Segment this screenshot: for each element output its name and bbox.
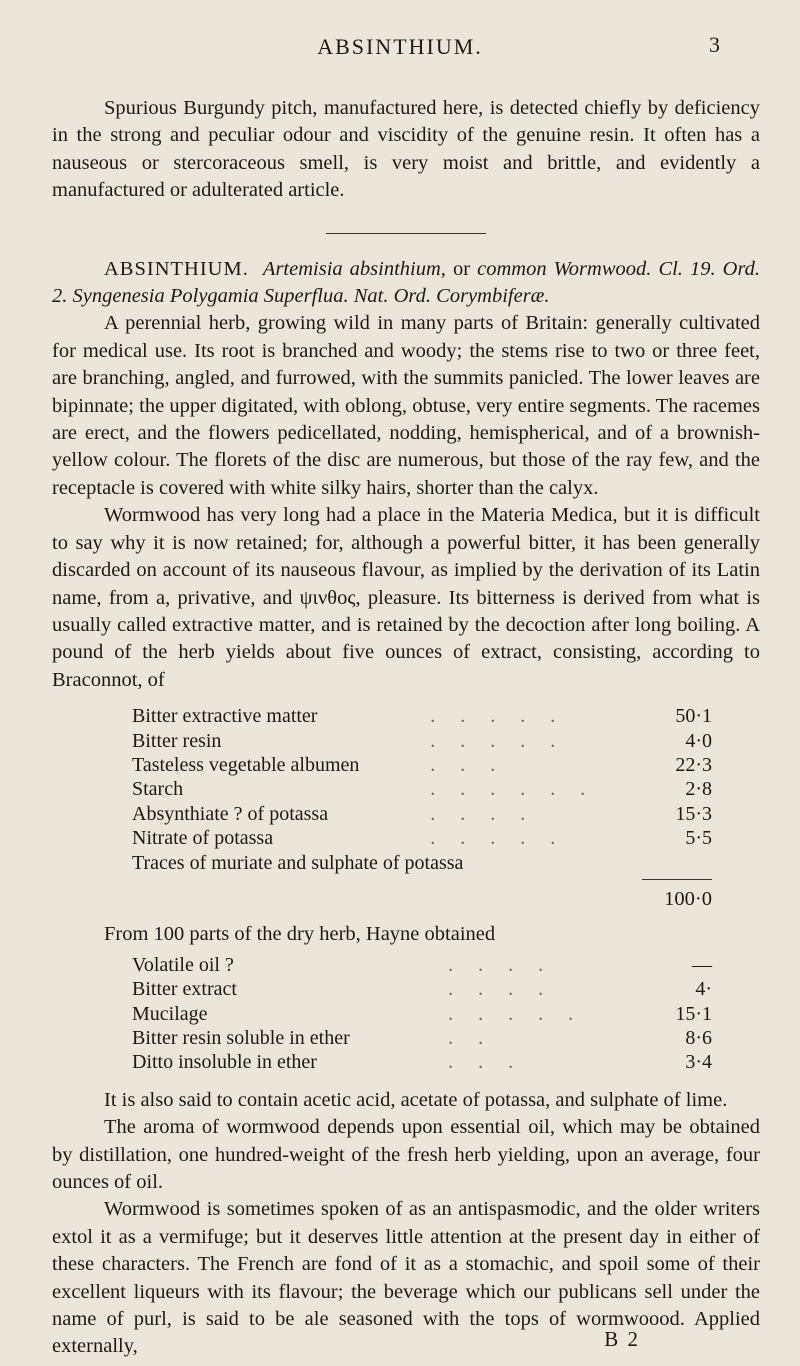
- row-value: —: [692, 953, 712, 976]
- entry-classification: Cl. 19. Ord. 2. Syngenesia Polygamia Superflua. Nat. Ord. Corymbiferæ.: [52, 257, 761, 308]
- row-value: 3·4: [685, 1051, 712, 1074]
- table-row: Volatile oil ? . . . . —: [132, 953, 712, 976]
- entry-common-connector: or: [452, 257, 471, 280]
- table-row: Tasteless vegetable albumen . . . 22·3: [132, 753, 712, 776]
- row-label: Bitter extract: [132, 978, 237, 1001]
- description-paragraph: A perennial herb, growing wild in many parts of Britain: generally cultivated for medical use. Its root is branched and woody; the stems rise to two or three feet, are branching, angled, and furrowed, with the summits panicled. The lower leaves are bipinnate; the upper digitated, with oblong, obtuse, very entire segments. The racemes are erect, and the flowers pedicellated, nodding, hemispherical, and of a brownish-yellow colour. The florets of the disc are numerous, but those of the ray few, and the receptacle is covered with white silky hairs, shorter than the calyx.: [52, 312, 760, 499]
- row-value: 4·0: [685, 729, 712, 752]
- acetic-paragraph: It is also said to contain acetic acid, acetate of potassa, and sulphate of lime.: [104, 1088, 728, 1111]
- page-body: [52, 95, 760, 1361]
- entry-latin-name: Artemisia absinthium,: [262, 257, 446, 280]
- row-label: Absynthiate ? of potassa: [132, 802, 329, 825]
- table-row: Starch . . . . . . 2·8: [132, 778, 712, 801]
- table-row: Bitter extractive matter . . . . . 50·1: [132, 705, 712, 728]
- row-value: 2·8: [685, 778, 712, 801]
- section-divider: [326, 233, 486, 234]
- row-label: Traces of muriate and sulphate of potassa: [132, 851, 464, 874]
- row-value: 4·: [695, 978, 712, 1001]
- table-row: Bitter extract . . . . 4·: [132, 978, 712, 1001]
- row-value: 15·1: [675, 1002, 712, 1025]
- uses-paragraph: Wormwood is sometimes spoken of as an antispasmodic, and the older writers extol it as a vermifuge; but it deserves little attention at the present day in either of these characters. The French are fond of it as a stomachic, and spoil some of their excellent liqueurs with its flavour; the beverage which our publicans sell under the name of purl, is said to be ale seasoned with the tops of wormwoood. Applied externally,: [52, 1198, 760, 1358]
- braconnot-table: [132, 704, 712, 875]
- row-label: Volatile oil ?: [132, 953, 234, 976]
- row-value: 50·1: [675, 705, 712, 728]
- row-label: Bitter resin soluble in ether: [132, 1027, 350, 1049]
- page-number: 3: [709, 32, 720, 57]
- row-label: Bitter resin: [132, 729, 222, 752]
- intro-paragraph: Spurious Burgundy pitch, manufactured here, is detected chiefly by deficiency in the strong and peculiar odour and viscidity of the genuine resin. It often has a nauseous or stercoraceous smell, is very moist and brittle, and evidently a manufactured or adulterated article.: [52, 97, 760, 202]
- row-value: 15·3: [675, 802, 712, 825]
- row-value: 5·5: [685, 827, 712, 850]
- signature-mark: B 2: [604, 1327, 640, 1351]
- braconnot-total: 100·0: [642, 879, 712, 913]
- aroma-paragraph: The aroma of wormwood depends upon essential oil, which may be obtained by distillation, one hundred-weight of the fresh herb yielding, upon an average, four ounces of oil.: [52, 1116, 760, 1194]
- entry-title: ABSINTHIUM.: [104, 257, 249, 280]
- table-row: [132, 851, 712, 875]
- row-label: Nitrate of potassa: [132, 827, 274, 850]
- row-value: 8·6: [685, 1027, 712, 1049]
- hayne-table: [132, 953, 712, 1075]
- row-label: Mucilage: [132, 1002, 208, 1025]
- row-value: 22·3: [675, 753, 712, 776]
- table-row: Absynthiate ? of potassa . . . . 15·3: [132, 802, 712, 825]
- table-row: Ditto insoluble in ether . . . 3·4: [132, 1051, 712, 1074]
- history-paragraph: Wormwood has very long had a place in the Materia Medica, but it is difficult to say why it is now retained; for, although a powerful bitter, it has been generally discarded on account of its nauseous flavour, as implied by the derivation of its Latin name, from a, privative, and ψινθος, pleasure. Its bitterness is derived from what is usually called extractive matter, and is retained by the decoction after long boiling. A pound of the herb yields about five ounces of extract, consisting, according to Braconnot, of: [52, 504, 760, 691]
- table-row: Bitter resin soluble in ether . . 8·6: [132, 1027, 712, 1049]
- braconnot-total-row: [52, 879, 712, 913]
- row-label: Ditto insoluble in ether: [132, 1051, 317, 1074]
- row-label: Tasteless vegetable albumen: [132, 753, 360, 776]
- entry-heading: [52, 256, 760, 311]
- table-row: Mucilage . . . . . 15·1: [132, 1002, 712, 1025]
- row-value: [642, 851, 712, 875]
- table-row: Nitrate of potassa . . . . . 5·5: [132, 827, 712, 850]
- row-label: Starch: [132, 778, 184, 801]
- running-head: ABSINTHIUM.: [317, 34, 483, 59]
- hayne-intro: From 100 parts of the dry herb, Hayne obtained: [104, 923, 496, 946]
- table-row: Bitter resin . . . . . 4·0: [132, 729, 712, 752]
- row-label: Bitter extractive matter: [132, 705, 318, 728]
- entry-common-name: common Wormwood.: [477, 257, 652, 280]
